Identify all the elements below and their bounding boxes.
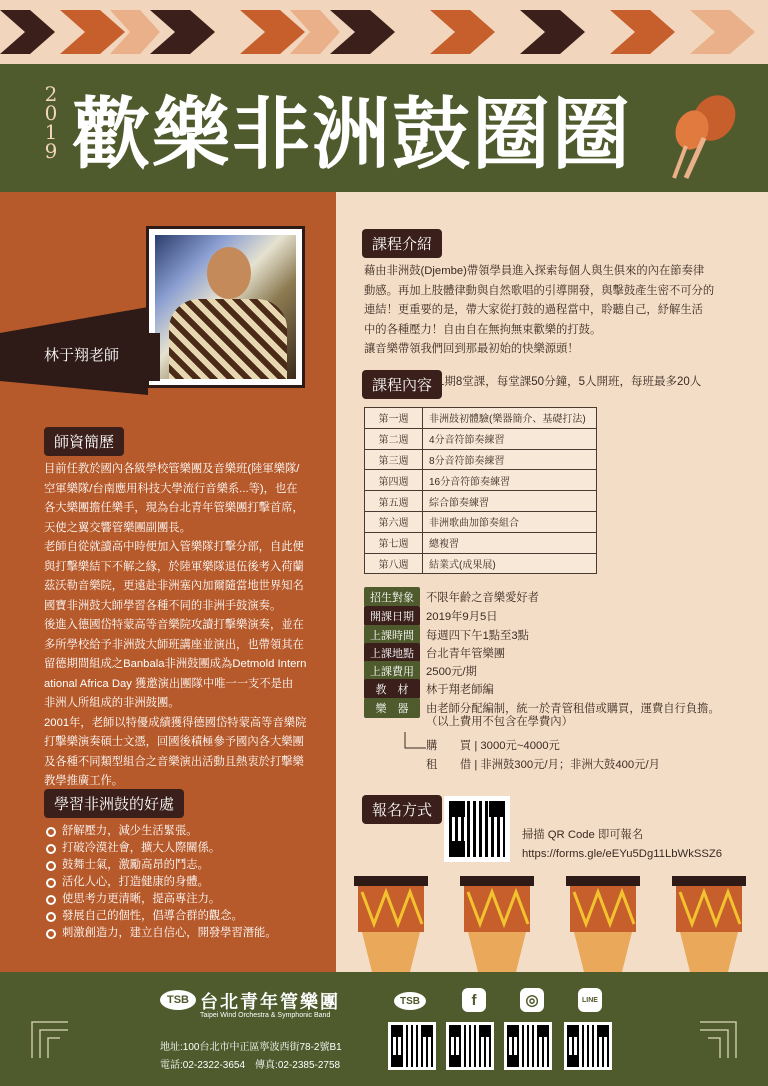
tsb-logo: TSB	[160, 990, 196, 1010]
intro-line: 動感。再加上肢體律動與自然歌唱的引導開發，與擊鼓產生密不可分的	[364, 284, 715, 297]
benefit-item	[46, 908, 277, 925]
instrument-note: （以上費用不包含在學費內）	[426, 716, 573, 728]
schedule-topic: 8分音符節奏練習	[423, 449, 597, 470]
bullet-icon	[46, 878, 56, 888]
benefit-text: 刺激創造力，建立自信心，開發學習潛能。	[62, 927, 277, 939]
start-tag: 開課日期	[364, 606, 420, 626]
benefit-item	[46, 823, 277, 840]
signup-url[interactable]: https://forms.gle/eEYu5Dg11LbWkSSZ6	[522, 848, 723, 860]
year-label: 2 0 1 9	[44, 82, 58, 163]
bullet-icon	[46, 895, 56, 905]
bio-line: 打擊樂演奏碩士文憑，回國後積極參予國內各大樂團	[44, 736, 304, 748]
bio-line: 各大樂團擔任樂手，現為台北青年管樂團打擊首席，	[44, 502, 304, 514]
time-tag: 上課時間	[364, 625, 420, 645]
poster-title: 歡樂非洲鼓圈圈	[72, 89, 633, 180]
teacher-photo-frame	[146, 226, 305, 388]
benefit-item	[46, 874, 277, 891]
bullet-icon	[46, 861, 56, 871]
detail-time	[364, 625, 529, 645]
bio-line: 教學推廣工作。	[44, 775, 124, 787]
bullet-icon	[46, 844, 56, 854]
benefits-heading: 學習非洲鼓的好處	[44, 789, 184, 818]
schedule-week: 第二週	[365, 428, 423, 449]
benefit-text: 舒解壓力，減少生活緊張。	[62, 825, 198, 837]
benefit-item	[46, 857, 277, 874]
bio-line: 留德期間組成之Banbala非洲鼓團成為Detmold Intern	[44, 658, 307, 670]
nametag-decoration	[0, 381, 148, 395]
schedule-topic: 非洲歌曲加節奏組合	[423, 511, 597, 532]
bio-line: 老師自從就讀高中時便加入管樂隊打擊分部，自此便	[44, 541, 304, 553]
schedule-topic: 總複習	[423, 532, 597, 553]
bio-line: 目前任教於國內各級學校管樂團及音樂班(陸軍樂隊/	[44, 463, 300, 475]
bio-text	[44, 460, 324, 792]
rent-price: 租 借 | 非洲鼓300元/月；非洲大鼓400元/月	[426, 759, 660, 771]
bullet-icon	[46, 827, 56, 837]
teacher-photo	[155, 235, 296, 379]
facebook-icon[interactable]: f	[462, 988, 486, 1012]
bio-line: 茲沃勒音樂院，更遠赴非洲塞內加爾隨當地世界知名	[44, 580, 304, 592]
place-tag: 上課地點	[364, 643, 420, 663]
intro-line: 藉由非洲鼓(Djembe)帶領學員進入探索每個人與生俱來的內在節奏律	[364, 265, 705, 277]
content-summary: 1期8堂課，每堂課50分鐘，5人開班，每班最多20人	[438, 376, 702, 388]
teacher-name: 林于翔老師	[44, 347, 120, 364]
instrument-value: 由老師分配編制，統一於青管租借或購買，運費自行負擔。	[426, 703, 720, 715]
decorative-top-band	[0, 0, 768, 64]
bio-line: 天使之翼交響管樂團副團長。	[44, 521, 191, 534]
benefit-item	[46, 840, 277, 857]
intro-heading: 課程介紹	[362, 229, 442, 258]
material-tag: 教 材	[364, 679, 420, 699]
detail-fee	[364, 661, 477, 681]
place-value: 台北青年管樂團	[426, 648, 506, 660]
detail-place	[364, 643, 505, 663]
benefit-text: 鼓舞士氣，激勵高昂的鬥志。	[62, 859, 209, 871]
bio-line: 2001年，老師以特優成績獲得德國岱特蒙高等音樂院	[44, 716, 307, 729]
material-value: 林于翔老師編	[426, 684, 494, 696]
schedule-week: 第三週	[365, 449, 423, 470]
bio-line: 多所學校給予非洲鼓大師班講座並演出，也帶領其在	[44, 638, 304, 651]
bio-heading: 師資簡歷	[44, 427, 124, 456]
maracas-icon	[664, 90, 744, 182]
benefit-text: 打破冷漠社會，擴大人際關係。	[62, 842, 221, 854]
drum-icon	[672, 876, 746, 972]
footer-address: 地址:100台北市中正區寧波西街78-2號B1	[160, 1042, 342, 1053]
drum-icon	[354, 876, 428, 972]
footer-bar	[0, 972, 768, 1086]
schedule-row	[365, 553, 597, 574]
corner-ornament-icon	[30, 1020, 70, 1060]
bullet-icon	[46, 912, 56, 922]
schedule-topic: 非洲鼓初體驗(樂器簡介、基礎打法)	[423, 408, 597, 429]
benefits-list	[46, 823, 277, 942]
signup-qr-code[interactable]	[444, 796, 510, 862]
signup-instruction: 掃描 QR Code 即可報名	[522, 829, 644, 841]
drum-icon	[460, 876, 534, 972]
schedule-week: 第八週	[365, 553, 423, 574]
org-name: 台北青年管樂團	[200, 992, 340, 1013]
benefit-text: 活化人心，打造健康的身體。	[62, 876, 209, 888]
target-value: 不限年齡之音樂愛好者	[426, 592, 539, 604]
benefit-text: 使思考力更清晰，提高專注力。	[62, 893, 221, 905]
schedule-row	[365, 408, 597, 429]
target-tag: 招生對象	[364, 587, 420, 607]
bullet-icon	[46, 929, 56, 939]
tsb-logo-small: TSB	[394, 992, 426, 1010]
bio-line: 及各種不同類型組合之音樂演出活動且熱衷於打擊樂	[44, 755, 304, 768]
schedule-week: 第六週	[365, 511, 423, 532]
schedule-row	[365, 428, 597, 449]
zigzag-pattern	[0, 0, 768, 64]
content-heading: 課程內容	[362, 370, 442, 399]
schedule-week: 第一週	[365, 408, 423, 429]
signup-heading: 報名方式	[362, 795, 442, 824]
schedule-row	[365, 491, 597, 512]
bio-line: 與打擊樂結下不解之緣，於陸軍樂隊退伍後考入荷蘭	[44, 560, 304, 573]
facebook-qr-code[interactable]	[446, 1022, 494, 1070]
intro-line: 讓音樂帶領我們回到那最初始的快樂源頭！	[364, 343, 579, 355]
time-value: 每週四下午1點至3點	[426, 630, 529, 642]
bio-line: 空軍樂隊/台南應用科技大學流行音樂系...等)，也在	[44, 482, 298, 495]
bio-line: 後進入德國岱特蒙高等音樂院攻讀打擊樂演奏，並在	[44, 619, 304, 631]
instrument-tag: 樂 器	[364, 698, 420, 718]
corner-ornament-icon	[698, 1020, 738, 1060]
schedule-row	[365, 511, 597, 532]
schedule-topic: 16分音符節奏練習	[423, 470, 597, 491]
schedule-row	[365, 532, 597, 553]
schedule-topic: 4分音符節奏練習	[423, 428, 597, 449]
line-qr-code[interactable]	[564, 1022, 612, 1070]
instagram-qr-code[interactable]	[504, 1022, 552, 1070]
benefit-item	[46, 891, 277, 908]
intro-line: 中的各種壓力！自由自在無拘無束歡樂的打鼓。	[364, 323, 602, 336]
bracket-line	[404, 732, 426, 750]
detail-start	[364, 606, 498, 626]
schedule-week: 第五週	[365, 491, 423, 512]
intro-line: 連結！更重要的是，帶大家從打鼓的過程當中，聆聽自己，紓解生活	[364, 304, 703, 316]
schedule-week: 第七週	[365, 532, 423, 553]
drum-icon	[566, 876, 640, 972]
line-icon[interactable]: LINE	[578, 988, 602, 1012]
nametag-decoration	[0, 307, 148, 333]
start-value: 2019年9月5日	[426, 611, 498, 623]
schedule-week: 第四週	[365, 470, 423, 491]
detail-material	[364, 679, 494, 699]
benefit-text: 發展自己的個性，倡導合群的觀念。	[62, 910, 243, 922]
schedule-topic: 綜合節奏練習	[423, 491, 597, 512]
bio-line: 國寶非洲鼓大師學習各種不同的非洲手鼓演奏。	[44, 599, 282, 612]
schedule-row	[365, 449, 597, 470]
intro-text	[364, 262, 744, 360]
bio-line: ational Africa Day 獲邀演出團隊中唯一一支不是由	[44, 677, 294, 690]
footer-phone: 電話:02-2322-3654 傳真:02-2385-2758	[160, 1060, 341, 1071]
fee-tag: 上課費用	[364, 661, 420, 681]
schedule-topic: 結業式(成果展)	[423, 553, 597, 574]
buy-price: 購 買 | 3000元~4000元	[426, 740, 560, 752]
detail-target	[364, 587, 539, 607]
fee-value: 2500元/期	[426, 666, 477, 678]
org-name-en: Taipei Wind Orchestra & Symphonic Band	[200, 1012, 331, 1019]
schedule-row	[365, 470, 597, 491]
website-qr-code[interactable]	[388, 1022, 436, 1070]
benefit-item	[46, 925, 277, 942]
instagram-icon[interactable]: ◎	[520, 988, 544, 1012]
bio-line: 非洲人所組成的非洲鼓團。	[44, 697, 180, 709]
schedule-table	[364, 407, 597, 574]
